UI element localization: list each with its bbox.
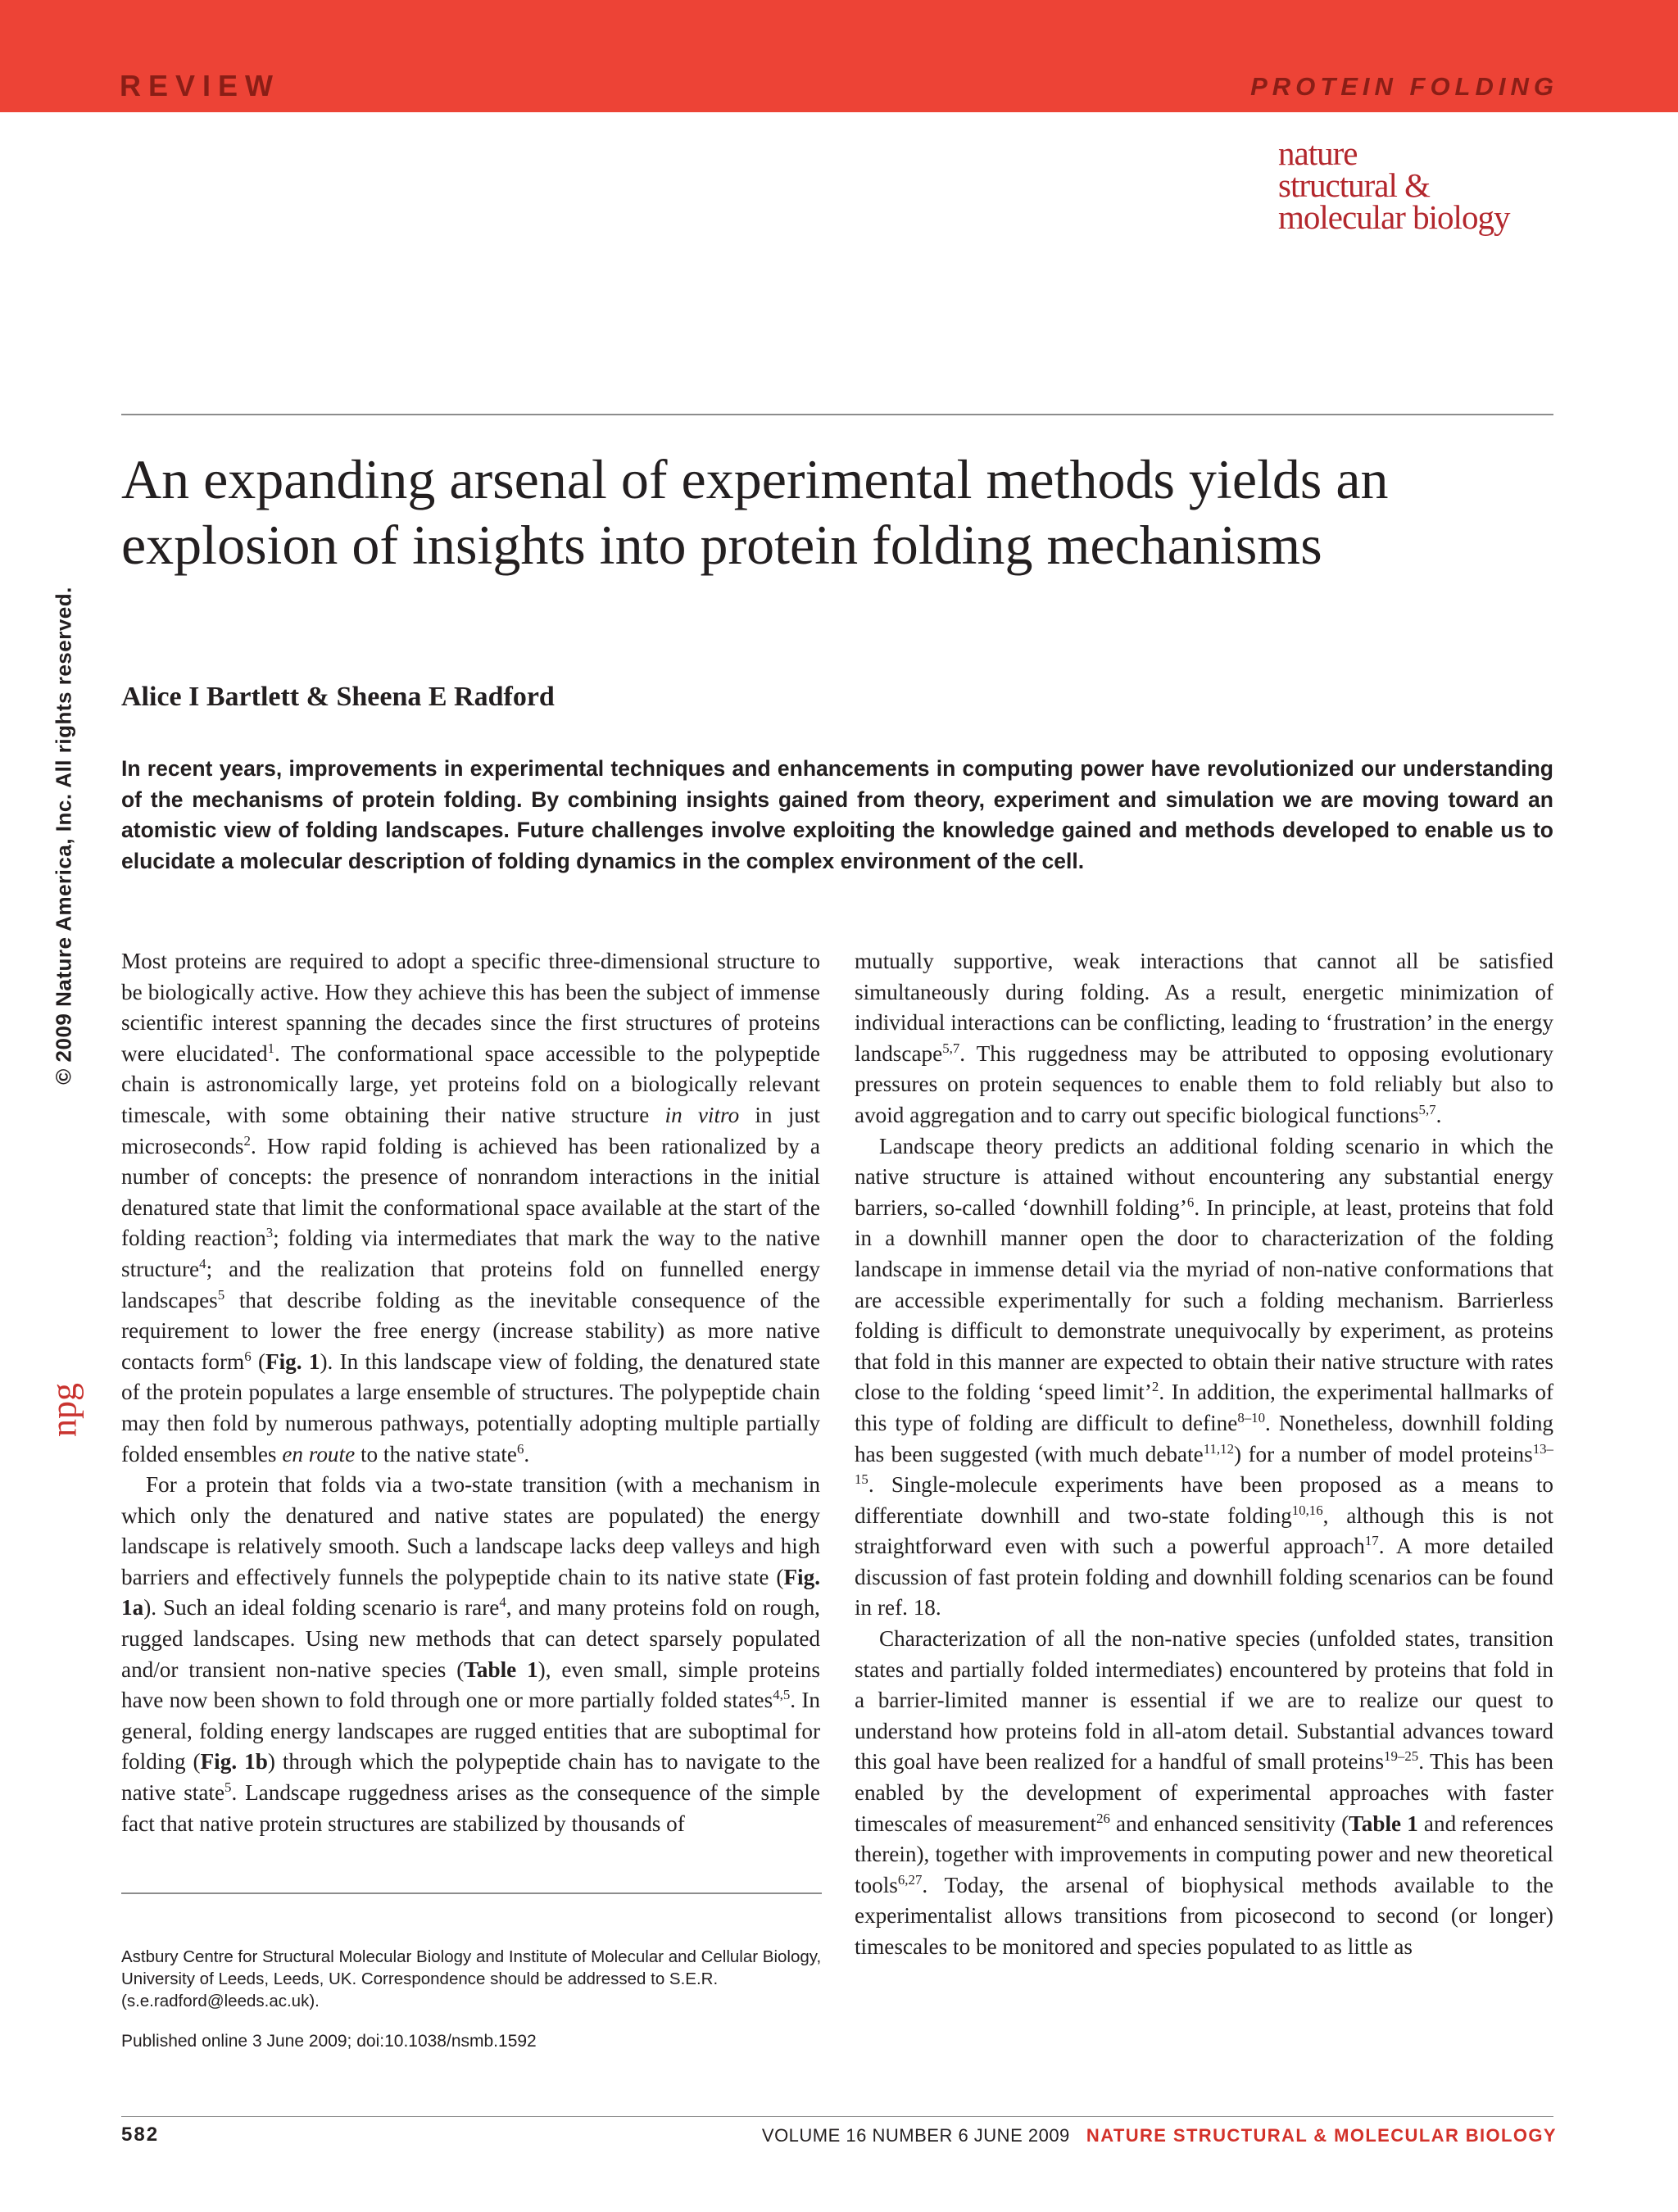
copyright-sidebar [51,587,76,1085]
article-abstract: In recent years, improvements in experimental techniques and enhancements in computing power have revolutionized our understanding of the mechanisms of protein folding. By combining insights gained from theory, experiment and simulation we are moving toward an atomistic view of folding landscapes. Future challenges involve exploiting the knowledge gained and methods developed to enable us to elucidate a molecular description of folding dynamics in the complex environment of the cell. [121,756,1553,873]
header-banner [0,0,1678,112]
footnote-divider [121,1892,822,1894]
copyright-text: © 2009 Nature America, Inc. All rights reserved. [51,587,76,1085]
journal-logo [1278,134,1557,236]
article-authors: Alice I Bartlett & Sheena E Radford [121,682,555,712]
journal-logo-line: molecular biology [1278,198,1510,236]
body-paragraph: Most proteins are required to adopt a specific three-dimensional structure to be biologically active. How they achieve this has been the subject of immense scientific interest spanning the decades since the first structures of proteins were elucidated$^1$. The conformational space accessible to the polypeptide chain is astronomically large, yet proteins fold on a biologically relevant timescale, with some obtaining their native structure in vitro in just microseconds$^2$. How rapid folding is achieved has been rationalized by a number of concepts: the presence of nonrandom interactions in the initial denatured state that limit the conformational space available at the start of the folding reaction$^3$; folding via intermediates that mark the way to the native structure$^4$; and the realization that proteins fold on funnelled energy landscapes$^5$ that describe folding as the inevitable consequence of the requirement to lower the free energy (increase stability) as more native contacts form$^6$ (Fig. 1). In this landscape view of folding, the denatured state of the protein populates a large ensemble of structures. The polypeptide chain may then fold by numerous pathways, potentially adopting multiple partially folded ensembles en route to the native state$^6$. [121,949,820,1466]
author-affiliation: Astbury Centre for Structural Molecular Biology and Institute of Molecular and Cellular Biology, University of Leeds, Leeds, UK. Correspondence should be addressed to S.E.R. (s.e.radford@leeds.ac.uk). [121,1947,822,2010]
footer-divider [121,2116,1553,2117]
page-number: 582 [121,2124,160,2146]
journal-logo-line: structural & [1278,166,1430,204]
article-title: An expanding arsenal of experimental methods yields an explosion of insights into protein folding mechanisms [121,448,1389,576]
body-column-left [121,946,820,1839]
body-paragraph: Landscape theory predicts an additional folding scenario in which the native structure is attained without encountering any substantial energy barriers, so-called ‘downhill folding’$^6$. In principle, at least, proteins that fold in a downhill manner open the door to characterization of the folding landscape in immense detail via the myriad of non-native conformations that are accessible experimentally for such a folding mechanism. Barrierless folding is difficult to demonstrate unequivocally by experiment, as proteins that fold in this manner are expected to obtain their native structure with rates close to the folding ‘speed limit’$^2$. In addition, the experimental hallmarks of this type of folding are difficult to define$^{8-10}$. Nonetheless, downhill folding has been suggested (with much debate$^{11,12}$) for a number of model proteins$^{13-15}$. Single-molecule experiments have been proposed as a means to differentiate downhill and two-state folding$^{10,16}$, although this is not straightforward even with such a powerful approach$^{17}$. A more detailed discussion of fast protein folding and downhill folding scenarios can be found in ref. 18. [855,1133,1554,1620]
publication-info: Published online 3 June 2009; doi:10.1038/nsmb.1592 [121,2032,537,2051]
footer-journal: NATURE STRUCTURAL & MOLECULAR BIOLOGY [1086,2125,1557,2146]
npg-logo-text: npg [43,1383,84,1437]
title-divider [121,414,1553,415]
body-paragraph: For a protein that folds via a two-state transition (with a mechanism in which only the denatured and native states are populated) the energy landscape is relatively smooth. Such a landscape lacks deep valleys and high barriers and effectively funnels the polypeptide chain to its native state (Fig. 1a). Such an ideal folding scenario is rare$^4$, and many proteins fold on rough, rugged landscapes. Using new methods that can detect sparsely populated and/or transient non-native species (Table 1), even small, simple proteins have now been shown to fold through one or more partially folded states$^{4,5}$. In general, folding energy landscapes are rugged entities that are suboptimal for folding (Fig. 1b) through which the polypeptide chain has to navigate to the native state$^5$. Landscape ruggedness arises as the consequence of the simple fact that native protein structures are stabilized by thousands of [121,1472,821,1836]
body-paragraph: Characterization of all the non-native species (unfolded states, transition states and partially folded intermediates) encountered by proteins that fold in a barrier-limited manner is essential if we are to realize our quest to understand how proteins fold in all-atom detail. Substantial advances toward this goal have been realized for a handful of small proteins$^{19-25}$. This has been enabled by the development of experimental approaches with faster timescales of measurement$^{26}$ and enhanced sensitivity (Table 1 and references therein), together with improvements in computing power and new theoretical tools$^{6,27}$. Today, the arsenal of biophysical methods available to the experimentalist allows transitions from picosecond to second (or longer) timescales to be monitored and species populated to as little as [855,1626,1553,1959]
footer-citation [762,2125,1557,2146]
section-label: REVIEW [120,69,281,102]
journal-logo-line: nature [1278,134,1358,172]
footer-issue: VOLUME 16 NUMBER 6 JUNE 2009 [761,2125,1070,2146]
body-paragraph: mutually supportive, weak interactions that cannot all be satisfied simultaneously during folding. As a result, energetic minimization of individual interactions can be conflicting, leading to ‘frustration’ in the energy landscape$^{5,7}$. This ruggedness may be attributed to opposing evolutionary pressures on protein sequences to enable them to fold reliably but also to avoid aggregation and to carry out specific biological functions$^{5,7}$. [855,949,1553,1127]
category-label: PROTEIN FOLDING [1250,72,1558,101]
body-column-right [855,946,1553,1963]
npg-logo [43,1380,85,1440]
